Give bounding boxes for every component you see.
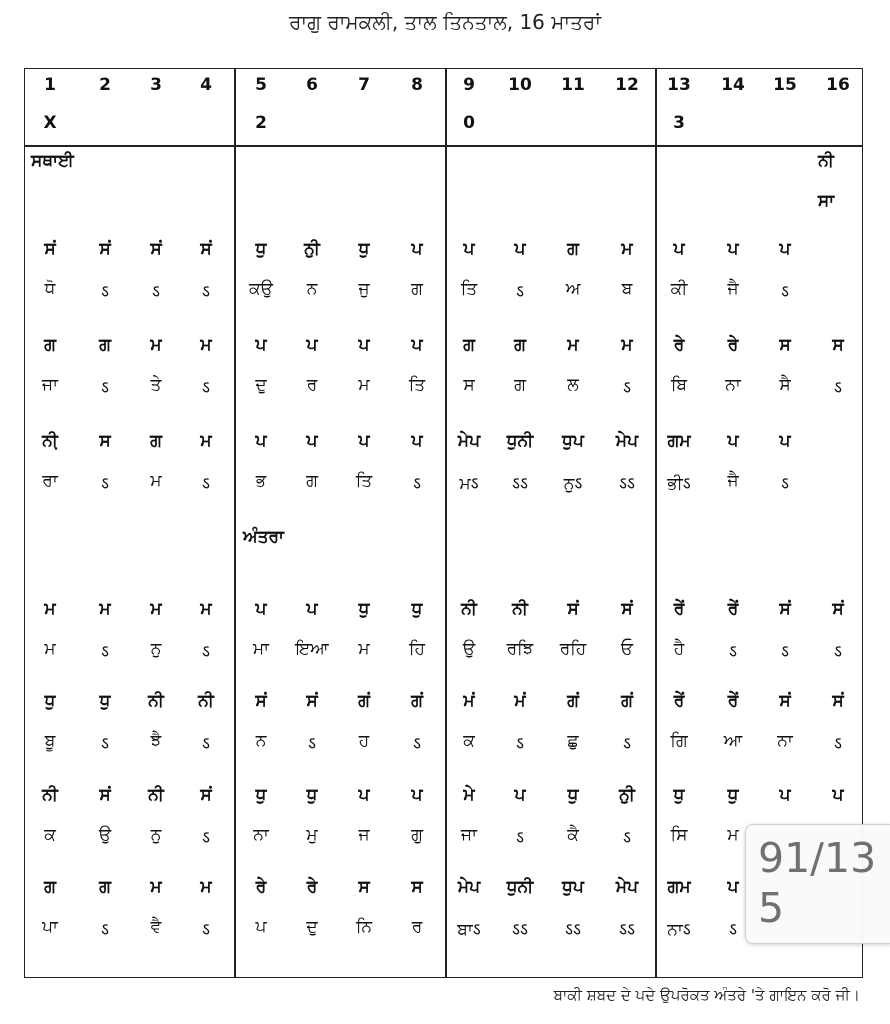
swar-cell: ਸਂ	[200, 239, 212, 259]
bol-cell: ਪ	[255, 917, 267, 937]
bol-cell: ऽ	[623, 378, 631, 398]
sthayi-label: ਸਥਾਈ	[31, 151, 74, 171]
beat-number: 2	[99, 75, 111, 95]
swar-cell: ਪ	[306, 599, 318, 619]
bol-cell: ਤਿ	[408, 375, 426, 395]
tali-marker: 2	[255, 113, 267, 133]
swar-cell: ਪ	[411, 431, 423, 451]
swar-cell: ਨੀ਼	[42, 431, 58, 451]
swar-cell: ਮ	[200, 335, 212, 355]
bol-cell: ऽ	[623, 734, 631, 754]
bol-cell: ऽ	[729, 642, 737, 662]
bol-cell: ਸੈ	[779, 375, 791, 395]
bol-cell: ऽ	[202, 474, 210, 494]
swar-cell: ਧੁ	[673, 785, 685, 805]
bol-cell: ਆ	[723, 731, 743, 751]
pickup-syllable: ਸਾ	[817, 191, 835, 211]
bol-cell: ऽ	[729, 920, 737, 940]
swar-cell: ਨੁੀ	[619, 785, 635, 805]
beat-number: 14	[721, 75, 745, 95]
swar-cell: ਗ	[463, 335, 475, 355]
bol-cell: ਦੁ	[306, 917, 318, 937]
swar-cell: ਗ	[99, 335, 111, 355]
bol-cell: ਹੈ	[673, 639, 685, 659]
swar-cell: ਪ	[514, 239, 526, 259]
swar-cell: ਰੇਂ	[727, 599, 739, 619]
bol-cell: ਛੁ	[567, 731, 579, 751]
swar-cell: ਗ	[44, 877, 56, 897]
swar-cell: ਪ	[255, 599, 267, 619]
swar-cell: ਗ	[567, 239, 579, 259]
bol-cell: ऽ	[781, 282, 789, 302]
swar-cell: ਪ	[306, 335, 318, 355]
bol-cell: ਮ	[727, 825, 739, 845]
bol-cell: ਭੀऽ	[667, 474, 691, 494]
tali-marker: 3	[673, 113, 685, 133]
bol-cell: ऽ	[308, 734, 316, 754]
bol-cell: ਇਆ	[295, 639, 329, 659]
bol-cell: ਨੁ	[150, 825, 162, 845]
bol-cell: ਲ	[567, 375, 579, 395]
bol-cell: ऽ	[413, 734, 421, 754]
bol-cell: ਕੀ	[670, 279, 688, 299]
beat-number: 12	[615, 75, 639, 95]
swar-cell: ਗਂ	[567, 691, 579, 711]
bol-cell: ਰਾ	[42, 471, 58, 491]
bol-cell: ਮऽ	[459, 474, 479, 494]
swar-cell: ਧੁ	[255, 239, 267, 259]
swar-cell: ਪ	[727, 239, 739, 259]
bol-cell: ਦੁ	[255, 375, 267, 395]
beat-number: 4	[200, 75, 212, 95]
bol-cell: ਹਿ	[409, 639, 425, 659]
bol-cell: ਜਾ	[42, 375, 58, 395]
swar-cell: ਸ	[411, 877, 423, 897]
bol-cell: ਓ	[620, 639, 634, 659]
swar-cell: ਨੀ	[461, 599, 477, 619]
swar-cell: ਪ	[358, 785, 370, 805]
swar-cell: ਗ	[44, 335, 56, 355]
swar-cell: ਮੇਪ	[615, 877, 639, 897]
bol-cell: ऽ	[781, 474, 789, 494]
bol-cell: ऽ	[834, 642, 842, 662]
bol-cell: ऽ	[152, 282, 160, 302]
bol-cell: ਗ	[306, 471, 318, 491]
bol-cell: ਤਿ	[355, 471, 373, 491]
beat-number: 16	[826, 75, 850, 95]
bol-cell: ਮ	[358, 639, 370, 659]
swar-cell: ਨੀ	[198, 691, 214, 711]
swar-cell: ਨੀ	[42, 785, 58, 805]
bol-cell: ਜ	[358, 825, 370, 845]
swar-cell: ਰੇਂ	[673, 691, 685, 711]
bol-cell: ਬੂ	[44, 731, 56, 751]
swar-cell: ਰੇਂ	[727, 691, 739, 711]
swar-cell: ਸਂ	[567, 599, 579, 619]
swar-cell: ਗਂ	[411, 691, 423, 711]
swar-cell: ਗਂ	[621, 691, 633, 711]
beat-number: 7	[358, 75, 370, 95]
tali-marker: X	[43, 113, 57, 133]
bol-cell: ऽऽ	[512, 920, 528, 940]
bol-cell: ਨੁ	[150, 639, 162, 659]
swar-cell: ਮ	[621, 239, 633, 259]
swar-cell: ਮ	[621, 335, 633, 355]
bol-cell: ऽ	[101, 920, 109, 940]
bol-cell: ਮੁ	[306, 825, 318, 845]
swar-cell: ਪ	[255, 431, 267, 451]
swar-cell: ਪ	[779, 431, 791, 451]
bol-cell: ਜੁ	[358, 279, 370, 299]
bol-cell: ऽऽ	[619, 474, 635, 494]
swar-cell: ਗਮ	[667, 877, 691, 897]
swar-cell: ਪ	[411, 785, 423, 805]
bol-cell: ਤਿ	[460, 279, 478, 299]
bol-cell: ਉ	[462, 639, 476, 659]
bol-cell: ਭ	[255, 471, 267, 491]
swar-cell: ਮ	[44, 599, 56, 619]
swar-cell: ਧੁ	[255, 785, 267, 805]
swar-cell: ਪ	[779, 785, 791, 805]
bol-cell: ਝੈ	[150, 731, 162, 751]
bol-cell: ਨਾ	[253, 825, 269, 845]
bol-cell: ऽ	[516, 282, 524, 302]
swar-cell: ਪ	[727, 877, 739, 897]
page-indicator[interactable]: 91/135	[745, 824, 890, 944]
swar-cell: ਧੁ	[727, 785, 739, 805]
swar-cell: ਧੁਨੀ	[506, 431, 534, 451]
bol-cell: ਬ	[621, 279, 633, 299]
bol-cell: ऽ	[834, 734, 842, 754]
swar-cell: ਗਂ	[358, 691, 370, 711]
swar-cell: ਧੁਪ	[562, 877, 584, 897]
notation-table	[24, 68, 863, 978]
bol-cell: ਰ	[306, 375, 318, 395]
bol-cell: ऽ	[101, 642, 109, 662]
swar-cell: ਨੀ	[512, 599, 528, 619]
swar-cell: ਮ	[200, 599, 212, 619]
bol-cell: ਜਾ	[461, 825, 477, 845]
bol-cell: ऽ	[781, 642, 789, 662]
swar-cell: ਸਂ	[99, 239, 111, 259]
bol-cell: ऽ	[516, 734, 524, 754]
swar-cell: ਸਂ	[306, 691, 318, 711]
swar-cell: ਧੁ	[99, 691, 111, 711]
swar-cell: ਗ	[514, 335, 526, 355]
swar-cell: ਨੁੀ	[304, 239, 320, 259]
beat-number: 3	[150, 75, 162, 95]
swar-cell: ਪ	[358, 431, 370, 451]
swar-cell: ਮੇ	[463, 785, 475, 805]
swar-cell: ਰੇ	[255, 877, 267, 897]
swar-cell: ਮ	[150, 335, 162, 355]
bol-cell: ਕ	[463, 731, 475, 751]
swar-cell: ਧੁ	[411, 599, 423, 619]
swar-cell: ਪ	[411, 239, 423, 259]
swar-cell: ਸਂ	[779, 691, 791, 711]
bol-cell: ऽ	[202, 282, 210, 302]
swar-cell: ਸਂ	[150, 239, 162, 259]
bol-cell: ਮ	[150, 471, 162, 491]
swar-cell: ਮ	[150, 877, 162, 897]
swar-cell: ਧੁਨੀ	[506, 877, 534, 897]
swar-cell: ਨੀ	[148, 785, 164, 805]
swar-cell: ਸਂ	[779, 599, 791, 619]
swar-cell: ਧੁ	[358, 599, 370, 619]
swar-cell: ਧੁ	[358, 239, 370, 259]
bol-cell: ਮਾ	[252, 639, 270, 659]
bol-cell: ਰਹਿ	[559, 639, 587, 659]
beat-number: 1	[44, 75, 56, 95]
bol-cell: ਨੁऽ	[563, 474, 583, 494]
swar-cell: ਪ	[673, 239, 685, 259]
swar-cell: ਪ	[463, 239, 475, 259]
pickup-note: ਨੀ	[818, 151, 834, 171]
swar-cell: ਰੇ	[727, 335, 739, 355]
bol-cell: ऽ	[101, 378, 109, 398]
swar-cell: ਮ	[200, 431, 212, 451]
footnote: ਬਾਕੀ ਸ਼ਬਦ ਦੇ ਪਦੇ ਉਪਰੋਕਤ ਅੰਤਰੇ 'ਤੇ ਗਾਇਨ ਕਰੋ ਜੀ।	[553, 986, 860, 1004]
bol-cell: ऽ	[834, 378, 842, 398]
bol-cell: ऽऽ	[565, 920, 581, 940]
bol-cell: ਗ	[411, 279, 423, 299]
beat-number: 15	[773, 75, 797, 95]
swar-cell: ਮ	[200, 877, 212, 897]
bol-cell: ਉ	[98, 825, 112, 845]
tali-marker: 0	[463, 113, 475, 133]
bol-cell: ਹ	[358, 731, 370, 751]
bol-cell: ऽ	[101, 282, 109, 302]
bol-cell: ਸ	[463, 375, 475, 395]
swar-cell: ਮ	[567, 335, 579, 355]
swar-cell: ਸਂ	[832, 691, 844, 711]
swar-cell: ਸ	[99, 431, 111, 451]
swar-cell: ਪ	[727, 431, 739, 451]
swar-cell: ਸਂ	[200, 785, 212, 805]
bol-cell: ਬਿ	[670, 375, 688, 395]
swar-cell: ਸਂ	[832, 599, 844, 619]
bol-cell: ਕ	[44, 825, 56, 845]
bol-cell: ਗ	[514, 375, 526, 395]
bol-cell: ऽ	[516, 828, 524, 848]
swar-cell: ਪ	[779, 239, 791, 259]
bol-cell: ਗਿ	[670, 731, 688, 751]
swar-cell: ਰੇ	[673, 335, 685, 355]
beat-number: 11	[561, 75, 585, 95]
bol-cell: ਜੈ	[727, 279, 739, 299]
swar-cell: ਗ	[150, 431, 162, 451]
beat-number: 13	[667, 75, 691, 95]
bol-cell: ਗੁ	[411, 825, 423, 845]
bol-cell: ਬਾऽ	[457, 920, 481, 940]
swar-cell: ਪ	[832, 785, 844, 805]
swar-cell: ਧੁ	[44, 691, 56, 711]
bol-cell: ਨਾ	[725, 375, 741, 395]
bol-cell: ਧੋ	[44, 279, 56, 299]
swar-cell: ਸਂ	[255, 691, 267, 711]
bol-cell: ਨਾऽ	[667, 920, 691, 940]
swar-cell: ਸਂ	[44, 239, 56, 259]
swar-cell: ਪ	[306, 431, 318, 451]
antara-label: ਅੰਤਰਾ	[243, 527, 284, 547]
bol-cell: ऽ	[202, 378, 210, 398]
swar-cell: ਸ	[832, 335, 844, 355]
bol-cell: ਸਿ	[670, 825, 688, 845]
swar-cell: ਧੁਪ	[562, 431, 584, 451]
beat-number: 8	[411, 75, 423, 95]
swar-cell: ਮੇਪ	[615, 431, 639, 451]
swar-cell: ਸ	[358, 877, 370, 897]
swar-cell: ਸਂ	[99, 785, 111, 805]
swar-cell: ਪ	[358, 335, 370, 355]
swar-cell: ਮੇਪ	[457, 431, 481, 451]
header-divider	[25, 145, 862, 147]
bol-cell: ਪਾ	[42, 917, 58, 937]
bol-cell: ਕਉ	[249, 279, 273, 299]
swar-cell: ਧੁ	[567, 785, 579, 805]
bol-cell: ਨਾ	[777, 731, 793, 751]
bol-cell: ऽऽ	[512, 474, 528, 494]
bol-cell: ਨਿ	[355, 917, 373, 937]
bol-cell: ਕੈ	[567, 825, 579, 845]
bol-cell: ऽ	[413, 474, 421, 494]
bol-cell: ਨ	[306, 279, 318, 299]
swar-cell: ਮ	[150, 599, 162, 619]
swar-cell: ਗ	[99, 877, 111, 897]
bol-cell: ऽ	[202, 642, 210, 662]
swar-cell: ਮ	[99, 599, 111, 619]
beat-number: 10	[508, 75, 532, 95]
bol-cell: ऽ	[202, 920, 210, 940]
bol-cell: ऽ	[202, 734, 210, 754]
bol-cell: ਮ	[358, 375, 370, 395]
beat-number: 6	[306, 75, 318, 95]
vibhag-divider	[234, 69, 236, 977]
swar-cell: ਰੇਂ	[673, 599, 685, 619]
bol-cell: ऽ	[623, 828, 631, 848]
bol-cell: ऽ	[202, 828, 210, 848]
swar-cell: ਪ	[255, 335, 267, 355]
bol-cell: ऽ	[101, 734, 109, 754]
swar-cell: ਸਂ	[621, 599, 633, 619]
swar-cell: ਗਮ	[667, 431, 691, 451]
bol-cell: ऽ	[101, 474, 109, 494]
swar-cell: ਮੇਪ	[457, 877, 481, 897]
beat-number: 5	[255, 75, 267, 95]
page-title: ਰਾਗੁ ਰਾਮਕਲੀ, ਤਾਲ ਤਿਨਤਾਲ, 16 ਮਾਤਰਾਂ	[288, 10, 601, 34]
bol-cell: ਨ	[255, 731, 267, 751]
bol-cell: ਵੈ	[150, 917, 162, 937]
swar-cell: ਮਂ	[514, 691, 526, 711]
swar-cell: ਧੁ	[306, 785, 318, 805]
swar-cell: ਪ	[411, 335, 423, 355]
bol-cell: ऽऽ	[619, 920, 635, 940]
swar-cell: ਸ	[779, 335, 791, 355]
swar-cell: ਰੇ	[306, 877, 318, 897]
swar-cell: ਨੀ	[148, 691, 164, 711]
bol-cell: ਮ	[44, 639, 56, 659]
swar-cell: ਪ	[514, 785, 526, 805]
beat-number: 9	[463, 75, 475, 95]
bol-cell: ਰਝਿ	[506, 639, 534, 659]
bol-cell: ਜੈ	[727, 471, 739, 491]
swar-cell: ਮਂ	[463, 691, 475, 711]
bol-cell: ਤੇ	[150, 375, 162, 395]
bol-cell: ਰ	[411, 917, 423, 937]
bol-cell: ਅ	[565, 279, 581, 299]
